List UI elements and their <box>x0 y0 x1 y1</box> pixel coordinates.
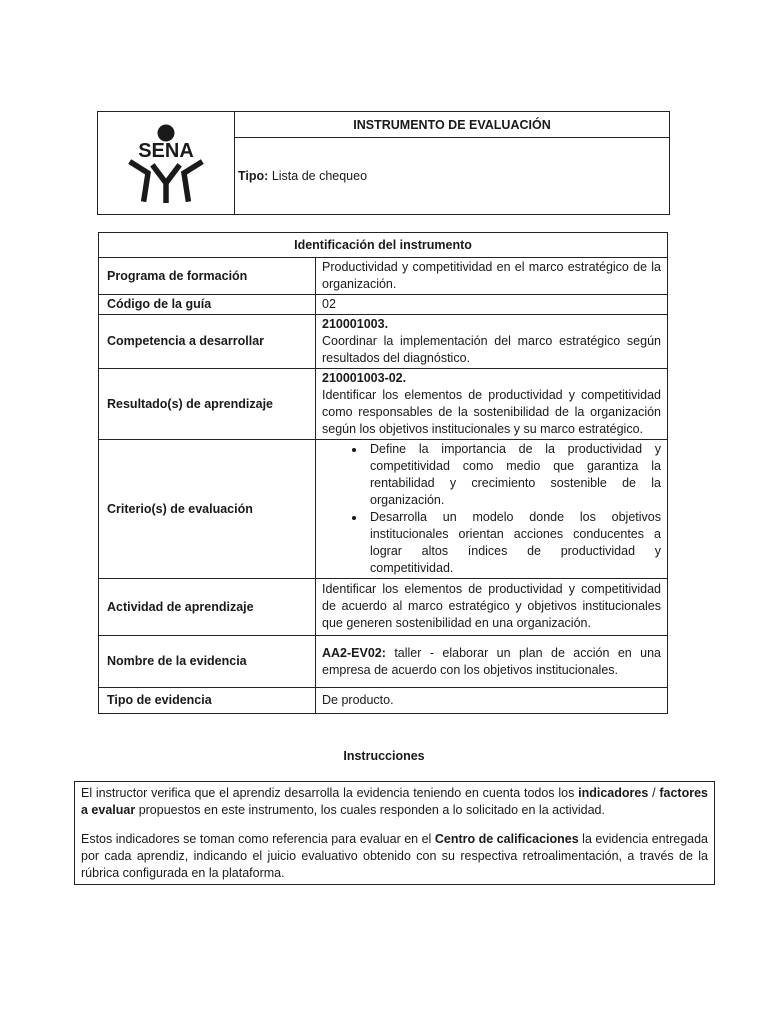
competencia-cell <box>316 315 668 369</box>
tipo-evidencia-value: De producto. <box>316 688 668 714</box>
row-label: Tipo de evidencia <box>99 688 316 714</box>
table-row <box>99 369 668 440</box>
row-label: Criterio(s) de evaluación <box>99 440 316 579</box>
instructions-text: El instructor verifica que el aprendiz desarrolla la evidencia teniendo en cuenta todos los <box>81 786 579 800</box>
instructions-bold: Centro de calificaciones <box>434 832 579 846</box>
instructions-text: / <box>648 786 660 800</box>
header-table <box>97 111 670 215</box>
competencia-value: Coordinar la implementación del marco estratégico según resultados del diagnóstico. <box>322 334 661 365</box>
row-label: Resultado(s) de aprendizaje <box>99 369 316 440</box>
logo-cell <box>98 112 235 215</box>
row-label: Programa de formación <box>99 258 316 295</box>
row-label: Nombre de la evidencia <box>99 636 316 688</box>
table-row <box>99 315 668 369</box>
criterio-cell <box>316 440 668 579</box>
actividad-value: Identificar los elementos de productividad y competitividad de acuerdo al marco estratégico y objetivos institucionales que generen sostenibilidad en una organización. <box>316 579 668 636</box>
instructions-box <box>74 781 715 885</box>
table-row <box>99 295 668 315</box>
instructions-text: propuestos en este instrumento, los cuales responden a lo solicitado en la actividad. <box>135 803 605 817</box>
table-row <box>99 258 668 295</box>
codigo-value: 02 <box>316 295 668 315</box>
criteria-list <box>322 441 661 577</box>
instructions-paragraph-1 <box>81 785 708 819</box>
instructions-bold: factores a evaluar <box>81 786 708 817</box>
instructions-text: Estos indicadores se toman como referencia para evaluar en el <box>81 832 435 846</box>
tipo-value: Lista de chequeo <box>271 169 368 183</box>
instructions-bold: indicadores <box>578 786 649 800</box>
table-row <box>99 440 668 579</box>
resultado-value: Identificar los elementos de productividad y competitividad como responsables de la sostenibilidad de la organización según los objetivos institucionales y su marco estratégico. <box>322 388 661 436</box>
instructions-title: Instrucciones <box>343 749 425 763</box>
competencia-code: 210001003. <box>322 317 389 331</box>
identification-heading: Identificación del instrumento <box>99 233 668 258</box>
nombre-code: AA2-EV02: <box>322 645 386 660</box>
identification-table <box>98 232 668 714</box>
nombre-value: taller - elaborar un plan de acción en una empresa de acuerdo con los objetivos institucionales. <box>322 645 661 677</box>
sena-logo <box>126 123 206 203</box>
instructions-text: la evidencia entregada por cada aprendiz, indicando el juicio evaluativo obtenido con su respectiva retroalimentación, a través de la rúbrica configurada en la plataforma. <box>81 832 708 880</box>
list-item: • Define la importancia de la productividad y competitividad como medio que garantiza la rentabilidad y crecimiento sostenible de la organización. <box>366 441 661 509</box>
instructions-paragraph-2 <box>81 831 708 882</box>
resultado-code: 210001003-02. <box>322 371 407 385</box>
table-row <box>99 688 668 714</box>
row-label: Actividad de aprendizaje <box>99 579 316 636</box>
row-label: Código de la guía <box>99 295 316 315</box>
document-title: INSTRUMENTO DE EVALUACIÓN <box>235 112 670 138</box>
row-label: Competencia a desarrollar <box>99 315 316 369</box>
list-item: • Desarrolla un modelo donde los objetivos institucionales orientan acciones conducentes a lograr altos índices de productividad y competitividad. <box>366 509 661 577</box>
tipo-cell <box>235 138 670 215</box>
programa-value: Productividad y competitividad en el marco estratégico de la organización. <box>316 258 668 295</box>
nombre-cell <box>316 636 668 688</box>
resultado-cell <box>316 369 668 440</box>
table-row <box>99 579 668 636</box>
table-row <box>99 636 668 688</box>
tipo-label: Tipo: <box>238 169 269 183</box>
logo-text: SENA <box>138 140 194 162</box>
